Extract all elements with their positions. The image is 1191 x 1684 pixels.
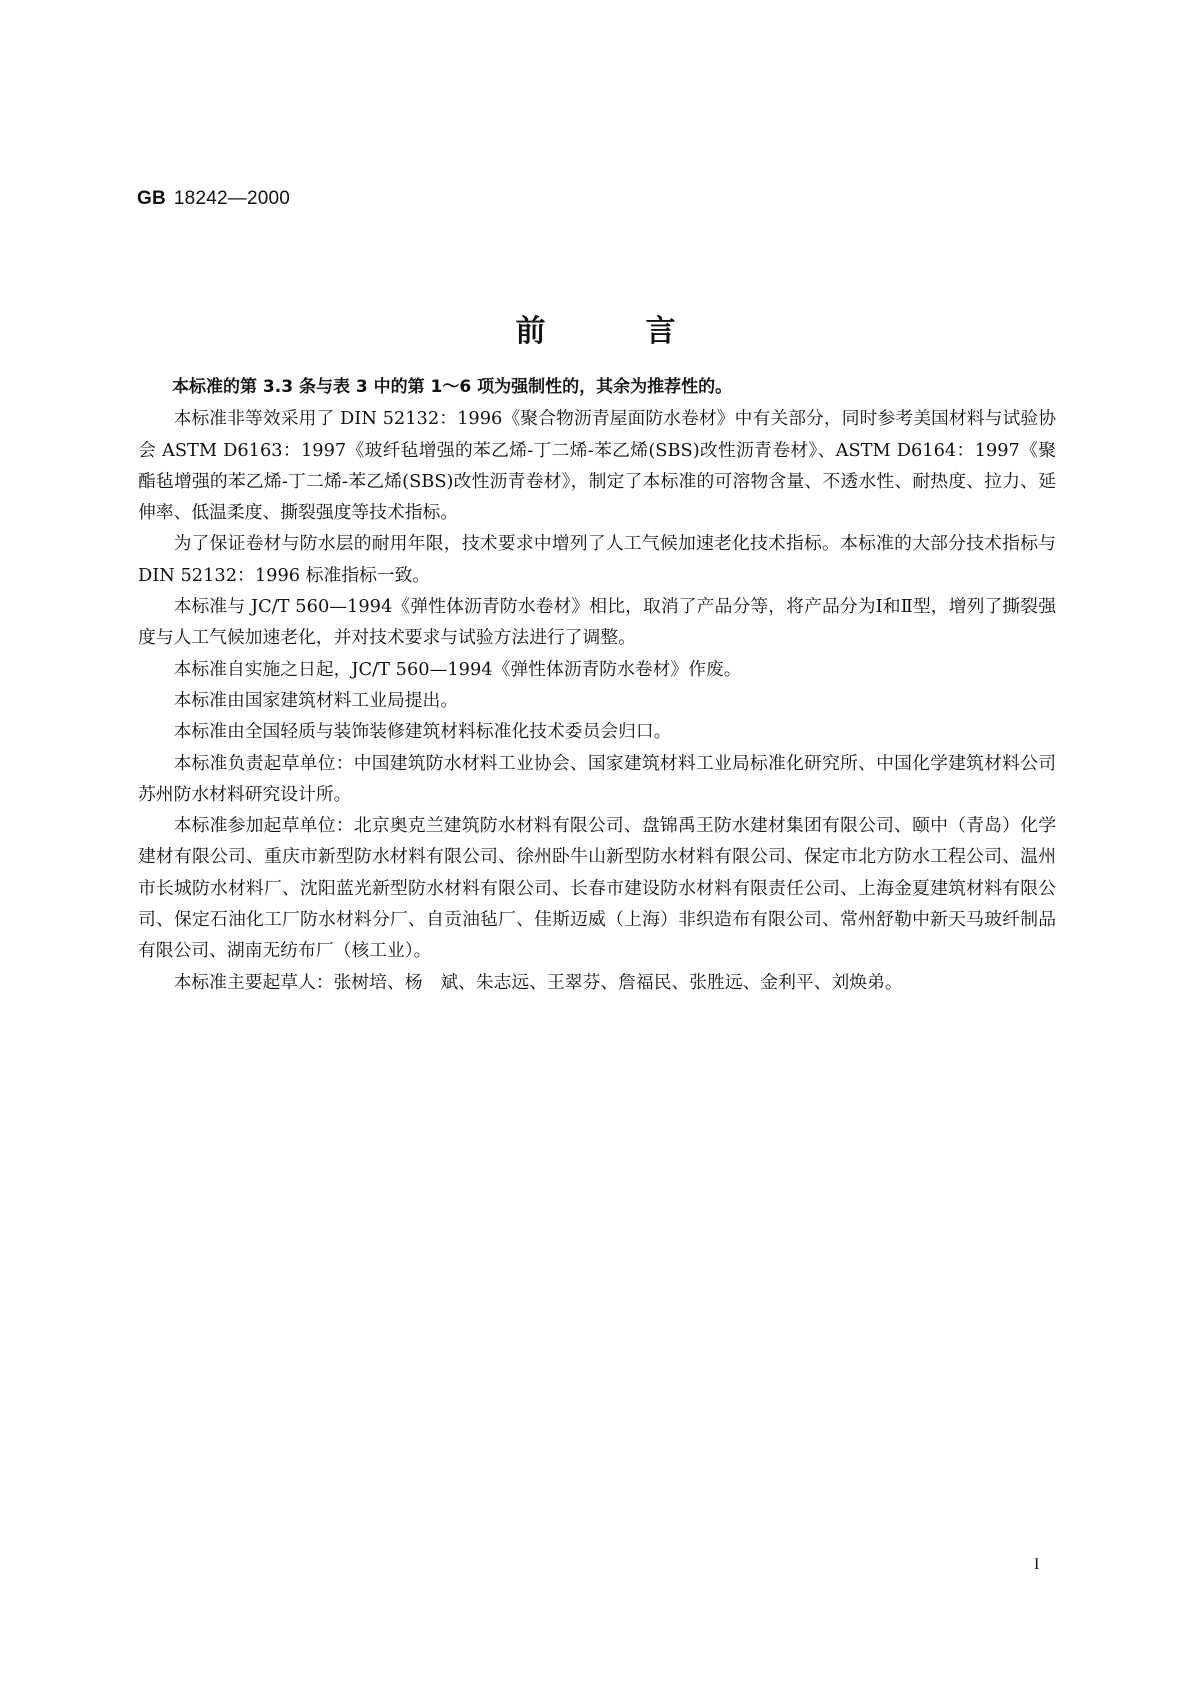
paragraph-drafting-lead: 本标准负责起草单位：中国建筑防水材料工业协会、国家建筑材料工业局标准化研究所、中国化学建筑材料公司苏州防水材料研究设计所。 xyxy=(138,752,1056,805)
page-title: 前言 xyxy=(515,314,776,349)
paragraph-drafting-participants: 本标准参加起草单位：北京奥克兰建筑防水材料有限公司、盘锦禹王防水建材集团有限公司、颐中（青岛）化学建材有限公司、重庆市新型防水材料有限公司、徐州卧牛山新型防水材料有限公司、保定市北方防水工程公司、温州市长城防水材料厂、沈阳蓝光新型防水材料有限公司、长春市建设防水材料有限责任公司、上海金夏建筑材料有限公司、保定石油化工厂防水材料分厂、自贡油毡厂、佳斯迈威（上海）非织造布有限公司、常州舒勒中新天马玻纤制品有限公司、湖南无纺布厂（核工业）。 xyxy=(138,815,1056,962)
page-number: I xyxy=(1034,1556,1040,1573)
paragraph-durability: 为了保证卷材与防水层的耐用年限，技术要求中增列了人工气候加速老化技术指标。本标准的大部分技术指标与 DIN 52132：1996 标准指标一致。 xyxy=(138,533,1056,586)
standard-prefix: GB xyxy=(137,188,166,209)
paragraph-mandatory-clauses: 本标准的第 3.3 条与表 3 中的第 1～6 项为强制性的，其余为推荐性的。 xyxy=(172,377,733,397)
paragraph-proposed-by: 本标准由国家建筑材料工业局提出。 xyxy=(173,689,459,711)
paragraph-drafters: 本标准主要起草人：张树培、杨 斌、朱志远、王翠芬、詹福民、张胜远、金利平、刘焕弟。 xyxy=(173,971,903,993)
paragraph-comparison: 本标准与 JC/T 560—1994《弹性体沥青防水卷材》相比，取消了产品分等，将产品分为Ⅰ和Ⅱ型，增列了撕裂强度与人工气候加速老化，并对技术要求与试验方法进行了调整。 xyxy=(138,596,1056,649)
standard-code-header xyxy=(137,188,290,210)
paragraph-supersede: 本标准自实施之日起，JC/T 560—1994《弹性体沥青防水卷材》作废。 xyxy=(173,658,742,680)
standard-number: 18242—2000 xyxy=(173,188,291,209)
paragraph-adoption: 本标准非等效采用了 DIN 52132：1996《聚合物沥青屋面防水卷材》中有关部分，同时参考美国材料与试验协会 ASTM D6163：1997《玻纤毡增强的苯乙烯-丁二烯-苯乙烯(SBS)改性沥青卷材》、ASTM D6164：1997《聚酯毡增强的苯乙烯-丁二烯-苯乙烯(SBS)改性沥青卷材》，制定了本标准的可溶物含量、不透水性、耐热度、拉力、延伸率、低温柔度、撕裂强度等技术指标。 xyxy=(138,408,1056,524)
foreword-body xyxy=(138,372,1056,998)
paragraph-managed-by: 本标准由全国轻质与装饰装修建筑材料标准化技术委员会归口。 xyxy=(173,721,672,743)
